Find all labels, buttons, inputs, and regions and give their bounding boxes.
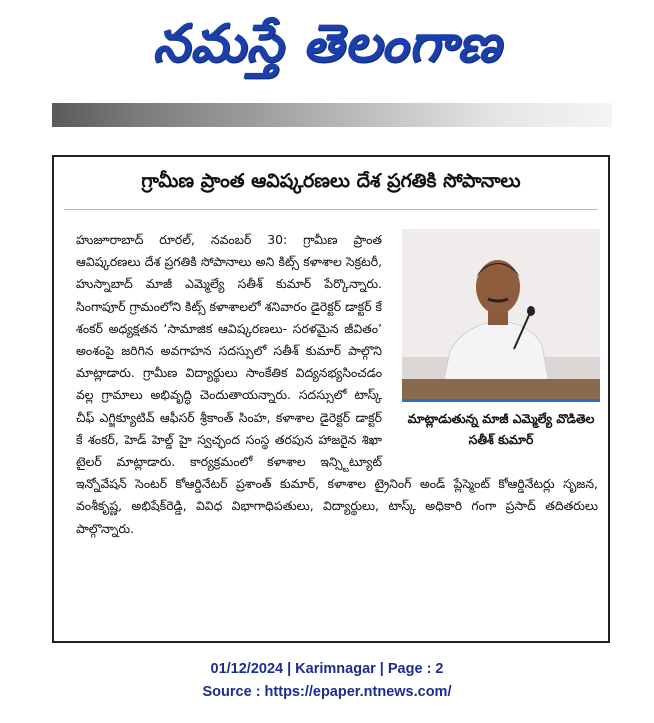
photo-spacer [390, 229, 598, 455]
masthead-rule [52, 103, 612, 127]
article-body-text: హుజూరాబాద్ రూరల్, నవంబర్ 30: గ్రామీణ ప్రాంత ఆవిష్కరణలు దేశ ప్రగతికి సోపానాలు అని కిట్స్ కళాశాల సెక్రటరీ, హుస్నాబాద్ మాజీ ఎమ్మెల్యే సతీశ్ కుమార్ పేర్కొన్నారు. సింగాపూర్ గ్రామంలోని కిట్స్ కళాశాలలో శనివారం డైరెక్టర్ డాక్టర్ కే శంకర్ అధ్యక్షతన ‘సామాజిక ఆవిష్కరణలు- సరళమైన జీవితం’ అంశంపై జరిగిన అవగాహన సదస్సులో సతీశ్ కుమార్ పాల్గొని మాట్లాడారు. గ్రామీణ విద్యార్థులు సాంకేతిక విద్యనభ్యసించడం వల్ల గ్రామాలు అభివృద్ధి చెందుతాయన్నారు. సదస్సులో టాస్క్ చీఫ్ ఎగ్జిక్యూటివ్ ఆఫీసర్ శ్రీకాంత్ సింహ, కళాశాల డైరెక్టర్ డాక్టర్ కే శంకర్, హెడ్ హెల్డ్ హై స్వచ్ఛంద సంస్థ తరపున హాజరైన శిఖా టైలర్ మాట్లాడారు. కార్యక్రమంలో కళాశాల ఇన్స్టిట్యూట్ ఇన్నోవేషన్ సెంటర్ కోఆర్డినేటర్ ప్రశాంత్ కుమార్, కళాశాల ట్రైనింగ్ అండ్ ప్లేస్మెంట్ కోఆర్డినేటర్లు సృజన, వంశీకృష్ణ, అభిషేక్‌రెడ్డి, వివిధ విభాగాధిపతులు, విద్యార్థులు, టాస్క్ అధికారి గంగా ప్రసాద్ తదితరులు పాల్గొన్నారు. [76, 232, 598, 536]
footer-date-line: 01/12/2024 | Karimnagar | Page : 2 [210, 661, 444, 677]
newspaper-logo: నమస్తే తెలంగాణ [152, 13, 502, 74]
headline-divider [64, 209, 598, 210]
footer-source-line: Source : https://epaper.ntnews.com/ [202, 684, 452, 700]
photo-caption: మాట్లాడుతున్న మాజీ ఎమ్మెల్యే వొడితెల సతీశ్ కుమార్ [407, 411, 595, 447]
headline-box [54, 157, 608, 209]
article-body [76, 229, 598, 540]
masthead [0, 0, 654, 100]
article-headline: గ్రామీణ ప్రాంత ఆవిష్కరణలు దేశ ప్రగతికి సోపానాలు [141, 169, 521, 192]
article-frame [52, 155, 610, 643]
